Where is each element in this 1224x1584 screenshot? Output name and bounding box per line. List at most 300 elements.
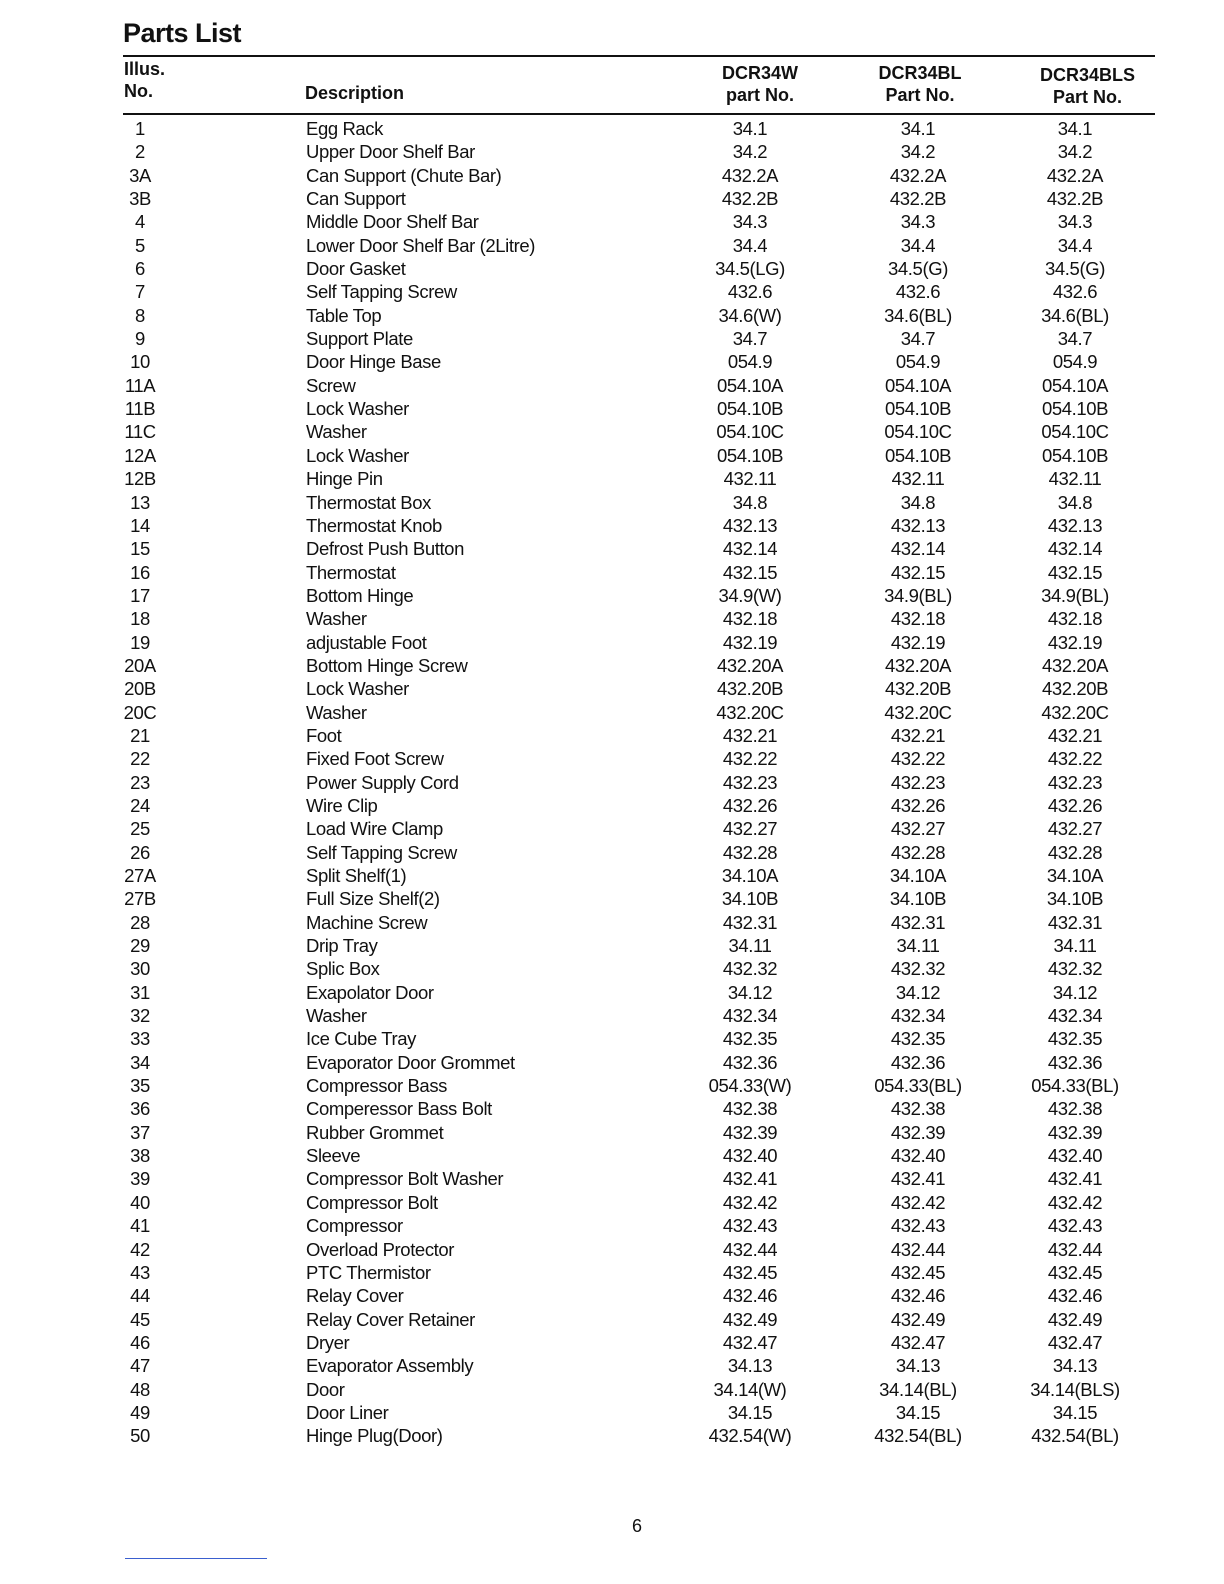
dcr34w-part-cell: 34.2	[732, 141, 768, 163]
description-cell: Relay Cover Retainer	[306, 1308, 475, 1330]
dcr34bl-part-cell: 432.11	[891, 468, 945, 490]
table-row	[0, 1121, 1224, 1144]
dcr34w-part-cell: 432.13	[722, 514, 778, 536]
dcr34bls-part-cell: 432.18	[1047, 608, 1103, 630]
dcr34bls-part-cell: 432.46	[1047, 1285, 1103, 1307]
illus-no-cell: 44	[130, 1285, 150, 1307]
dcr34bl-part-cell: 432.40	[890, 1145, 946, 1167]
dcr34w-part-cell: 34.10B	[721, 888, 779, 910]
dcr34w-part-cell: 432.45	[722, 1261, 778, 1283]
description-cell: Comperessor Bass Bolt	[306, 1098, 492, 1120]
dcr34bls-part-cell: 432.31	[1047, 911, 1103, 933]
dcr34w-part-cell: 34.4	[732, 234, 768, 256]
dcr34bl-part-cell: 432.2B	[889, 188, 947, 210]
top-rule	[123, 55, 1155, 57]
illus-no-cell: 25	[130, 818, 150, 840]
illus-no-cell: 32	[130, 1005, 150, 1027]
dcr34w-part-cell: 054.10B	[716, 444, 784, 466]
dcr34bl-part-cell: 34.6(BL)	[884, 304, 952, 326]
table-row	[0, 304, 1224, 327]
description-cell: Washer	[306, 608, 367, 630]
table-row	[0, 1191, 1224, 1214]
table-row	[0, 420, 1224, 443]
dcr34bls-part-cell: 432.36	[1047, 1051, 1103, 1073]
dcr34w-part-cell: 432.22	[722, 748, 778, 770]
description-cell: Lower Door Shelf Bar (2Litre)	[306, 234, 535, 256]
table-row	[0, 374, 1224, 397]
dcr34bl-part-cell: 054.10B	[884, 444, 952, 466]
header-col3-model: DCR34BLS	[1039, 65, 1136, 85]
illus-no-cell: 33	[130, 1028, 150, 1050]
page-number: 6	[631, 1516, 642, 1536]
dcr34bls-part-cell: 054.10B	[1041, 398, 1109, 420]
dcr34bls-part-cell: 34.1	[1057, 118, 1093, 139]
description-cell: Exapolator Door	[306, 981, 434, 1003]
description-cell: Split Shelf(1)	[306, 865, 407, 886]
description-cell: Evaporator Assembly	[306, 1355, 474, 1377]
dcr34bl-part-cell: 432.39	[890, 1121, 946, 1143]
description-cell: Hinge Plug(Door)	[306, 1425, 443, 1447]
illus-no-cell: 24	[130, 794, 150, 816]
dcr34bl-part-cell: 054.10C	[884, 421, 952, 443]
description-cell: Lock Washer	[306, 678, 409, 700]
footer-line	[125, 1558, 267, 1559]
description-cell: Lock Washer	[306, 444, 409, 466]
illus-no-cell: 43	[130, 1261, 150, 1283]
description-cell: PTC Thermistor	[306, 1261, 431, 1283]
dcr34bls-part-cell: 432.43	[1047, 1215, 1103, 1237]
dcr34w-part-cell: 432.31	[722, 911, 778, 933]
dcr34bl-part-cell: 34.3	[900, 211, 936, 233]
table-row	[0, 561, 1224, 584]
description-cell: Drip Tray	[306, 935, 378, 957]
header-illus-line2: No.	[124, 81, 153, 101]
table-row	[0, 444, 1224, 467]
header-col2-model: DCR34BL	[878, 63, 962, 83]
table-row	[0, 1004, 1224, 1027]
dcr34bls-part-cell: 432.41	[1047, 1168, 1103, 1190]
description-cell: Washer	[306, 1005, 367, 1027]
dcr34bls-part-cell: 432.47	[1047, 1331, 1103, 1353]
description-cell: adjustable Foot	[306, 631, 427, 653]
dcr34bls-part-cell: 432.45	[1047, 1261, 1103, 1283]
dcr34bls-part-cell: 054.10C	[1041, 421, 1109, 443]
illus-no-cell: 50	[130, 1425, 150, 1447]
dcr34w-part-cell: 432.20B	[716, 678, 784, 700]
dcr34bl-part-cell: 34.8	[900, 491, 936, 513]
dcr34bls-part-cell: 432.20C	[1041, 701, 1109, 723]
dcr34bls-part-cell: 432.2B	[1046, 188, 1104, 210]
dcr34bls-part-cell: 054.33(BL)	[1031, 1075, 1119, 1097]
description-cell: Screw	[306, 374, 356, 396]
dcr34bls-part-cell: 34.5(G)	[1045, 258, 1105, 280]
illus-no-cell: 13	[130, 491, 150, 513]
table-row	[0, 537, 1224, 560]
dcr34bl-part-cell: 432.18	[890, 608, 946, 630]
dcr34w-part-cell: 054.10B	[716, 398, 784, 420]
dcr34bl-part-cell: 432.42	[890, 1191, 946, 1213]
dcr34w-part-cell: 432.42	[722, 1191, 778, 1213]
description-cell: Self Tapping Screw	[306, 841, 457, 863]
dcr34bls-part-cell: 432.15	[1047, 561, 1103, 583]
header-col-dcr34bls	[1000, 64, 1175, 108]
description-cell: Splic Box	[306, 958, 380, 980]
dcr34bls-part-cell: 432.23	[1047, 771, 1103, 793]
dcr34bls-part-cell: 432.54(BL)	[1031, 1425, 1119, 1447]
dcr34bls-part-cell: 432.42	[1047, 1191, 1103, 1213]
illus-no-cell: 38	[130, 1145, 150, 1167]
dcr34w-part-cell: 432.23	[722, 771, 778, 793]
dcr34bls-part-cell: 054.10B	[1041, 444, 1109, 466]
description-cell: Compressor Bass	[306, 1075, 448, 1097]
table-row	[0, 257, 1224, 280]
dcr34bl-part-cell: 432.27	[890, 818, 946, 840]
table-row	[0, 1424, 1224, 1447]
illus-no-cell: 45	[130, 1308, 150, 1330]
dcr34bls-part-cell: 34.10B	[1046, 888, 1104, 910]
dcr34bls-part-cell: 34.11	[1053, 935, 1097, 957]
dcr34bl-part-cell: 432.32	[890, 958, 946, 980]
description-cell: Dryer	[306, 1331, 350, 1353]
dcr34bl-part-cell: 432.26	[890, 794, 946, 816]
dcr34w-part-cell: 34.11	[728, 935, 772, 957]
table-row	[0, 934, 1224, 957]
dcr34w-part-cell: 34.14(W)	[713, 1378, 787, 1400]
table-row	[0, 1378, 1224, 1401]
dcr34bls-part-cell: 432.11	[1048, 468, 1102, 490]
table-row	[0, 1144, 1224, 1167]
dcr34bls-part-cell: 34.2	[1057, 141, 1093, 163]
description-cell: Washer	[306, 421, 367, 443]
dcr34w-part-cell: 432.27	[722, 818, 778, 840]
table-row	[0, 771, 1224, 794]
dcr34w-part-cell: 432.34	[722, 1005, 778, 1027]
dcr34bl-part-cell: 34.15	[895, 1401, 941, 1423]
dcr34bl-part-cell: 34.4	[900, 234, 936, 256]
dcr34bl-part-cell: 34.13	[895, 1355, 941, 1377]
dcr34bl-part-cell: 432.47	[890, 1331, 946, 1353]
description-cell: Egg Rack	[306, 118, 384, 139]
description-cell: Self Tapping Screw	[306, 281, 457, 303]
description-cell: Defrost Push Button	[306, 538, 464, 560]
description-cell: Middle Door Shelf Bar	[306, 211, 479, 233]
table-row	[0, 1238, 1224, 1261]
dcr34bl-part-cell: 054.9	[895, 351, 941, 373]
table-row	[0, 280, 1224, 303]
illus-no-cell: 23	[130, 771, 150, 793]
illus-no-cell: 20B	[124, 678, 156, 700]
dcr34bl-part-cell: 34.9(BL)	[884, 584, 952, 606]
description-cell: Rubber Grommet	[306, 1121, 444, 1143]
dcr34bl-part-cell: 34.7	[900, 328, 936, 350]
table-row	[0, 724, 1224, 747]
illus-no-cell: 7	[135, 281, 145, 303]
header-col-dcr34w	[680, 62, 840, 106]
dcr34w-part-cell: 432.46	[722, 1285, 778, 1307]
dcr34w-part-cell: 054.10A	[716, 374, 784, 396]
dcr34w-part-cell: 432.19	[722, 631, 778, 653]
description-cell: Door Liner	[306, 1401, 389, 1423]
dcr34w-part-cell: 432.11	[723, 468, 777, 490]
dcr34w-part-cell: 34.5(LG)	[715, 258, 785, 280]
dcr34bls-part-cell: 432.14	[1047, 538, 1103, 560]
illus-no-cell: 11A	[124, 374, 156, 396]
illus-no-cell: 46	[130, 1331, 150, 1353]
description-cell: Table Top	[306, 304, 382, 326]
description-cell: Fixed Foot Screw	[306, 748, 444, 770]
illus-no-cell: 21	[130, 724, 150, 746]
table-row	[0, 1354, 1224, 1377]
description-cell: Full Size Shelf(2)	[306, 888, 440, 910]
dcr34bls-part-cell: 432.27	[1047, 818, 1103, 840]
illus-no-cell: 29	[130, 935, 150, 957]
illus-no-cell: 41	[130, 1215, 150, 1237]
dcr34w-part-cell: 34.10A	[721, 865, 779, 886]
illus-no-cell: 11B	[124, 398, 156, 420]
illus-no-cell: 8	[135, 304, 145, 326]
dcr34bls-part-cell: 054.10A	[1041, 374, 1109, 396]
dcr34w-part-cell: 432.21	[722, 724, 778, 746]
table-row	[0, 841, 1224, 864]
dcr34w-part-cell: 432.39	[722, 1121, 778, 1143]
dcr34bls-part-cell: 432.40	[1047, 1145, 1103, 1167]
table-row	[0, 1074, 1224, 1097]
illus-no-cell: 15	[130, 538, 150, 560]
header-col-dcr34bl	[840, 62, 1000, 106]
header-rule	[123, 113, 1155, 115]
dcr34bl-part-cell: 432.6	[895, 281, 941, 303]
dcr34bls-part-cell: 432.26	[1047, 794, 1103, 816]
illus-no-cell: 19	[130, 631, 150, 653]
dcr34w-part-cell: 432.40	[722, 1145, 778, 1167]
table-row	[0, 1331, 1224, 1354]
dcr34w-part-cell: 34.15	[727, 1401, 773, 1423]
page-title: Parts List	[123, 18, 242, 48]
table-row	[0, 864, 1224, 887]
dcr34bls-part-cell: 432.21	[1047, 724, 1103, 746]
table-row	[0, 210, 1224, 233]
dcr34bl-part-cell: 432.15	[890, 561, 946, 583]
illus-no-cell: 16	[130, 561, 150, 583]
table-row	[0, 187, 1224, 210]
illus-no-cell: 4	[135, 211, 145, 233]
header-illus-no	[124, 58, 165, 102]
illus-no-cell: 10	[130, 351, 150, 373]
illus-no-cell: 31	[130, 981, 150, 1003]
dcr34w-part-cell: 432.38	[722, 1098, 778, 1120]
description-cell: Can Support (Chute Bar)	[306, 164, 502, 186]
table-row	[0, 1261, 1224, 1284]
description-cell: Support Plate	[306, 328, 413, 350]
description-cell: Can Support	[306, 188, 406, 210]
illus-no-cell: 18	[130, 608, 150, 630]
dcr34bl-part-cell: 432.36	[890, 1051, 946, 1073]
illus-no-cell: 2	[135, 141, 145, 163]
description-cell: Power Supply Cord	[306, 771, 459, 793]
illus-no-cell: 34	[130, 1051, 150, 1073]
dcr34bl-part-cell: 432.46	[890, 1285, 946, 1307]
dcr34bls-part-cell: 34.13	[1052, 1355, 1098, 1377]
dcr34bls-part-cell: 432.34	[1047, 1005, 1103, 1027]
dcr34bl-part-cell: 432.20A	[884, 654, 952, 676]
dcr34bls-part-cell: 432.6	[1052, 281, 1098, 303]
table-row	[0, 701, 1224, 724]
dcr34bls-part-cell: 432.2A	[1046, 164, 1104, 186]
dcr34bl-part-cell: 432.43	[890, 1215, 946, 1237]
table-row	[0, 584, 1224, 607]
description-cell: Lock Washer	[306, 398, 409, 420]
dcr34bl-part-cell: 34.2	[900, 141, 936, 163]
header-col1-label: part No.	[725, 85, 794, 105]
illus-no-cell: 27A	[124, 865, 156, 886]
dcr34w-part-cell: 432.15	[722, 561, 778, 583]
table-row	[0, 677, 1224, 700]
dcr34bl-part-cell: 432.45	[890, 1261, 946, 1283]
dcr34w-part-cell: 054.10C	[716, 421, 784, 443]
description-cell: Hinge Pin	[306, 468, 383, 490]
dcr34bl-part-cell: 054.10B	[884, 398, 952, 420]
dcr34w-part-cell: 432.20A	[716, 654, 784, 676]
dcr34bl-part-cell: 432.38	[890, 1098, 946, 1120]
table-row	[0, 1027, 1224, 1050]
illus-no-cell: 37	[130, 1121, 150, 1143]
illus-no-cell: 20C	[123, 701, 157, 723]
dcr34bl-part-cell: 432.21	[890, 724, 946, 746]
table-row	[0, 911, 1224, 934]
dcr34bls-part-cell: 34.10A	[1046, 865, 1104, 886]
table-row	[0, 1051, 1224, 1074]
dcr34bl-part-cell: 432.31	[890, 911, 946, 933]
dcr34bls-part-cell: 432.35	[1047, 1028, 1103, 1050]
illus-no-cell: 9	[135, 328, 145, 350]
dcr34bls-part-cell: 432.20A	[1041, 654, 1109, 676]
illus-no-cell: 42	[130, 1238, 150, 1260]
dcr34bl-part-cell: 432.54(BL)	[874, 1425, 962, 1447]
dcr34w-part-cell: 34.7	[732, 328, 768, 350]
description-cell: Machine Screw	[306, 911, 428, 933]
illus-no-cell: 5	[135, 234, 145, 256]
dcr34bl-part-cell: 432.41	[890, 1168, 946, 1190]
dcr34bl-part-cell: 054.10A	[884, 374, 952, 396]
illus-no-cell: 49	[130, 1401, 150, 1423]
dcr34bl-part-cell: 432.34	[890, 1005, 946, 1027]
description-cell: Bottom Hinge Screw	[306, 654, 468, 676]
illus-no-cell: 3B	[129, 188, 151, 210]
table-row	[0, 794, 1224, 817]
table-row	[0, 747, 1224, 770]
dcr34bl-part-cell: 34.5(G)	[888, 258, 948, 280]
dcr34w-part-cell: 34.8	[732, 491, 768, 513]
table-row	[0, 350, 1224, 373]
description-cell: Door Gasket	[306, 258, 406, 280]
illus-no-cell: 28	[130, 911, 150, 933]
table-row	[0, 514, 1224, 537]
dcr34bl-part-cell: 34.10B	[889, 888, 947, 910]
illus-no-cell: 11C	[124, 421, 156, 443]
dcr34bls-part-cell: 432.32	[1047, 958, 1103, 980]
illus-no-cell: 39	[130, 1168, 150, 1190]
dcr34bls-part-cell: 34.4	[1057, 234, 1093, 256]
dcr34w-part-cell: 432.35	[722, 1028, 778, 1050]
description-cell: Washer	[306, 701, 367, 723]
dcr34w-part-cell: 432.49	[722, 1308, 778, 1330]
dcr34w-part-cell: 432.54(W)	[708, 1425, 792, 1447]
table-row	[0, 817, 1224, 840]
dcr34bls-part-cell: 34.15	[1052, 1401, 1098, 1423]
illus-no-cell: 17	[130, 584, 150, 606]
dcr34bls-part-cell: 432.49	[1047, 1308, 1103, 1330]
dcr34bls-part-cell: 432.39	[1047, 1121, 1103, 1143]
description-cell: Compressor	[306, 1215, 403, 1237]
description-cell: Bottom Hinge	[306, 584, 414, 606]
dcr34bl-part-cell: 432.23	[890, 771, 946, 793]
dcr34bls-part-cell: 432.19	[1047, 631, 1103, 653]
description-cell: Load Wire Clamp	[306, 818, 443, 840]
illus-no-cell: 3A	[129, 164, 151, 186]
description-cell: Door Hinge Base	[306, 351, 441, 373]
table-row	[0, 1097, 1224, 1120]
dcr34w-part-cell: 054.33(W)	[708, 1075, 792, 1097]
table-row	[0, 467, 1224, 490]
table-row	[0, 1284, 1224, 1307]
table-row	[0, 887, 1224, 910]
header-description: Description	[305, 83, 405, 103]
description-cell: Door	[306, 1378, 345, 1400]
dcr34bl-part-cell: 432.20C	[884, 701, 952, 723]
header-col1-model: DCR34W	[721, 63, 798, 83]
dcr34bls-part-cell: 432.22	[1047, 748, 1103, 770]
illus-no-cell: 48	[130, 1378, 150, 1400]
dcr34w-part-cell: 34.6(W)	[718, 304, 782, 326]
table-row	[0, 1167, 1224, 1190]
illus-no-cell: 12A	[124, 444, 156, 466]
description-cell: Overload Protector	[306, 1238, 455, 1260]
dcr34bl-part-cell: 432.19	[890, 631, 946, 653]
illus-no-cell: 22	[130, 748, 150, 770]
dcr34w-part-cell: 432.6	[727, 281, 773, 303]
table-row	[0, 164, 1224, 187]
dcr34bl-part-cell: 432.20B	[884, 678, 952, 700]
description-cell: Thermostat	[306, 561, 396, 583]
table-row	[0, 631, 1224, 654]
dcr34bl-part-cell: 34.1	[900, 118, 936, 139]
dcr34bls-part-cell: 432.20B	[1041, 678, 1109, 700]
dcr34bls-part-cell: 432.28	[1047, 841, 1103, 863]
illus-no-cell: 36	[130, 1098, 150, 1120]
description-cell: Ice Cube Tray	[306, 1028, 416, 1050]
illus-no-cell: 27B	[124, 888, 156, 910]
table-row	[0, 1214, 1224, 1237]
table-row	[0, 1401, 1224, 1424]
dcr34bl-part-cell: 34.14(BL)	[879, 1378, 957, 1400]
parts-table	[0, 117, 1224, 1448]
dcr34bls-part-cell: 34.12	[1052, 981, 1098, 1003]
table-row	[0, 327, 1224, 350]
dcr34bls-part-cell: 34.3	[1057, 211, 1093, 233]
dcr34bl-part-cell: 054.33(BL)	[874, 1075, 962, 1097]
dcr34bls-part-cell: 432.44	[1047, 1238, 1103, 1260]
dcr34bl-part-cell: 432.22	[890, 748, 946, 770]
illus-no-cell: 40	[130, 1191, 150, 1213]
dcr34w-part-cell: 432.18	[722, 608, 778, 630]
dcr34bls-part-cell: 34.6(BL)	[1041, 304, 1109, 326]
description-cell: Sleeve	[306, 1145, 361, 1167]
dcr34w-part-cell: 34.3	[732, 211, 768, 233]
table-row	[0, 140, 1224, 163]
dcr34bls-part-cell: 34.9(BL)	[1041, 584, 1109, 606]
illus-no-cell: 47	[130, 1355, 150, 1377]
dcr34w-part-cell: 432.47	[722, 1331, 778, 1353]
